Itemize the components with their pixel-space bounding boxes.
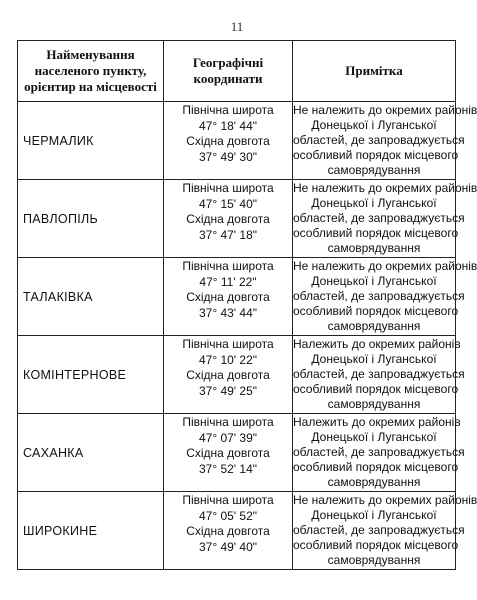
note-line: самоврядування: [327, 553, 421, 567]
note-line: областей, де запроваджується: [293, 289, 465, 303]
coordinates-cell: [164, 492, 293, 570]
latitude-label: Північна широта: [182, 103, 274, 117]
latitude-label: Північна широта: [182, 415, 274, 429]
note-line: Не належить до окремих районів: [293, 181, 477, 195]
header-name-line: Найменування: [46, 47, 135, 62]
note-line: областей, де запроваджується: [293, 523, 465, 537]
note-line: Донецької і Луганської: [311, 508, 437, 522]
latitude-value: 47° 15' 40": [198, 196, 258, 211]
note-line: самоврядування: [327, 475, 421, 489]
table-row: [18, 102, 456, 180]
note-line: областей, де запроваджується: [293, 133, 465, 147]
settlement-name: ТАЛАКІВКА: [18, 258, 164, 336]
longitude-label: Східна довгота: [186, 290, 270, 304]
header-note: Примітка: [293, 41, 456, 102]
settlement-name: ЧЕРМАЛИК: [18, 102, 164, 180]
table-row: [18, 180, 456, 258]
longitude-value: 37° 43' 44": [198, 305, 258, 320]
note-line: самоврядування: [327, 397, 421, 411]
table-row: [18, 258, 456, 336]
note-cell: [293, 258, 477, 336]
table-row: [18, 336, 456, 414]
coordinates-cell: [164, 102, 293, 180]
table-row: [18, 492, 456, 570]
longitude-label: Східна довгота: [186, 524, 270, 538]
header-settlement-name: [18, 41, 164, 102]
note-line: областей, де запроваджується: [293, 211, 465, 225]
longitude-label: Східна довгота: [186, 212, 270, 226]
note-line: Донецької і Луганської: [311, 352, 437, 366]
note-line: особливий порядок місцевого: [293, 382, 459, 396]
note-line: самоврядування: [327, 163, 421, 177]
note-line: Належить до окремих районів: [293, 415, 461, 429]
note-line: Донецької і Луганської: [311, 118, 437, 132]
longitude-value: 37° 47' 18": [198, 227, 258, 242]
longitude-value: 37° 52' 14": [198, 461, 258, 476]
note-cell: [293, 102, 477, 180]
note-line: Донецької і Луганської: [311, 274, 437, 288]
note-cell: [293, 414, 465, 492]
longitude-label: Східна довгота: [186, 446, 270, 460]
note-line: Донецької і Луганської: [311, 430, 437, 444]
latitude-label: Північна широта: [182, 337, 274, 351]
table-header-row: [18, 41, 456, 102]
note-line: Належить до окремих районів: [293, 337, 461, 351]
latitude-value: 47° 11' 22": [199, 274, 257, 289]
latitude-value: 47° 05' 52": [198, 508, 258, 523]
note-line: самоврядування: [327, 241, 421, 255]
settlement-name: САХАНКА: [18, 414, 164, 492]
note-line: особливий порядок місцевого: [293, 538, 459, 552]
longitude-label: Східна довгота: [186, 134, 270, 148]
note-line: особливий порядок місцевого: [293, 148, 459, 162]
note-line: областей, де запроваджується: [293, 367, 465, 381]
header-coordinates: [164, 41, 293, 102]
note-line: Не належить до окремих районів: [293, 259, 477, 273]
header-coords-line: координати: [193, 71, 263, 86]
settlements-table: [17, 40, 477, 570]
latitude-label: Північна широта: [182, 181, 274, 195]
note-cell: [293, 180, 477, 258]
note-line: Донецької і Луганської: [311, 196, 437, 210]
note-cell: [293, 336, 465, 414]
longitude-value: 37° 49' 25": [198, 383, 258, 398]
note-line: Не належить до окремих районів: [293, 103, 477, 117]
note-line: особливий порядок місцевого: [293, 304, 459, 318]
settlement-name: ШИРОКИНЕ: [18, 492, 164, 570]
header-name-line: орієнтир на місцевості: [24, 79, 157, 94]
note-line: самоврядування: [327, 319, 421, 333]
page-number: 11: [230, 19, 244, 34]
latitude-label: Північна широта: [182, 259, 274, 273]
table-row: [18, 414, 456, 492]
latitude-value: 47° 18' 44": [198, 118, 258, 133]
note-line: Не належить до окремих районів: [293, 493, 477, 507]
coordinates-cell: [164, 336, 293, 414]
coordinates-cell: [164, 180, 293, 258]
latitude-label: Північна широта: [182, 493, 274, 507]
note-cell: [293, 492, 477, 570]
latitude-value: 47° 10' 22": [198, 352, 258, 367]
note-line: областей, де запроваджується: [293, 445, 465, 459]
coordinates-cell: [164, 258, 293, 336]
settlement-name: КОМІНТЕРНОВЕ: [18, 336, 164, 414]
longitude-value: 37° 49' 30": [198, 149, 258, 164]
note-line: особливий порядок місцевого: [293, 226, 459, 240]
settlement-name: ПАВЛОПІЛЬ: [18, 180, 164, 258]
note-line: особливий порядок місцевого: [293, 460, 459, 474]
header-coords-line: Географічні: [192, 55, 264, 70]
longitude-label: Східна довгота: [186, 368, 270, 382]
header-name-line: населеного пункту,: [34, 63, 147, 78]
longitude-value: 37° 49' 40": [198, 539, 258, 554]
coordinates-cell: [164, 414, 293, 492]
latitude-value: 47° 07' 39": [198, 430, 258, 445]
